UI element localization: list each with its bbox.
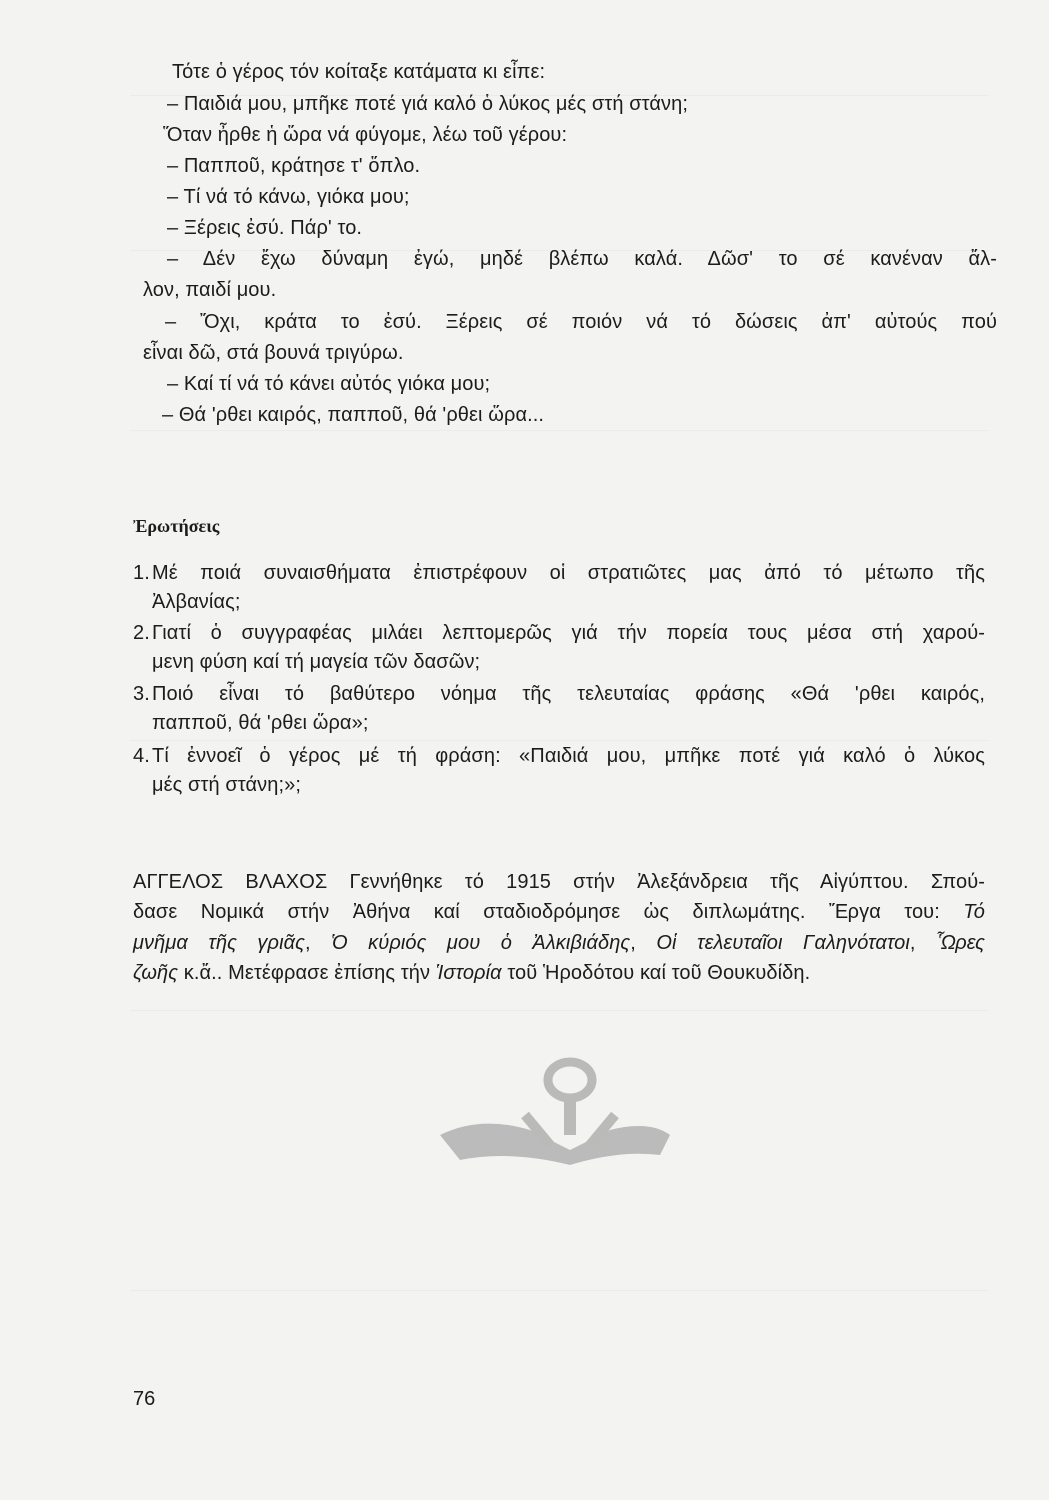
- bio-text: τοῦ Ἡροδότου καί τοῦ Θουκυδίδη.: [501, 962, 811, 984]
- dialogue-line: – Δέν ἔχω δύναμη ἐγώ, μηδέ βλέπω καλά. Δῶσ' το σέ κανέναν ἄλ-: [167, 248, 997, 270]
- dialogue-line: – Παιδιά μου, μπῆκε ποτέ γιά καλό ὁ λύκος μές στή στάνη;: [167, 93, 688, 115]
- dialogue-line: – Θά 'ρθει καιρός, παπποῦ, θά 'ρθει ὥρα...: [162, 404, 545, 426]
- bio-work-title: Ἱστορία: [435, 962, 502, 984]
- bio-work-title: Οἱ τελευταῖοι Γαληνότατοι: [656, 932, 910, 954]
- dialogue-line: – Παπποῦ, κράτησε τ' ὅπλο.: [167, 155, 421, 177]
- dialogue-line: – Καί τί νά τό κάνει αὐτός γιόκα μου;: [167, 373, 491, 395]
- page-number: 76: [133, 1388, 156, 1410]
- bio-text: κ.ἄ.. Μετέφρασε ἐπίσης τήν: [178, 962, 436, 984]
- question-number: 3.: [133, 683, 150, 705]
- dialogue-line: λον, παιδί μου.: [143, 279, 277, 301]
- question-text: Ἀλβανίας;: [152, 591, 241, 613]
- dialogue-line: – Ὄχι, κράτα το ἐσύ. Ξέρεις σέ ποιόν νά τό δώσεις ἀπ' αὐτούς πού: [165, 311, 997, 333]
- bio-work-title: ζωῆς: [133, 962, 179, 984]
- bio-text: ,: [909, 932, 936, 954]
- questions-heading: Ἐρωτήσεις: [133, 516, 220, 536]
- bio-work-title: μνῆμα τῆς γριᾶς: [133, 932, 305, 954]
- question-number: 1.: [133, 562, 150, 584]
- question-text: μές στή στάνη;»;: [152, 774, 302, 796]
- bio-text: δασε Νομικά στήν Ἀθήνα καί σταδιοδρόμησε ὡς διπλωμάτης. Ἔργα του:: [133, 901, 964, 923]
- bio-text: ,: [630, 932, 657, 954]
- bio-line: [133, 960, 810, 986]
- bio-line: ΑΓΓΕΛΟΣ ΒΛΑΧΟΣ Γεννήθηκε τό 1915 στήν Ἀλεξάνδρεια τῆς Αἰγύπτου. Σπού-: [133, 871, 985, 893]
- bio-work-title: Τό: [963, 901, 985, 923]
- bio-text: ,: [304, 932, 332, 954]
- dialogue-line: Ὅταν ἦρθε ἡ ὥρα νά φύγομε, λέω τοῦ γέρου:: [163, 124, 568, 146]
- question-text: Μέ ποιά συναισθήματα ἐπιστρέφουν οἱ στρατιῶτες μας ἀπό τό μέτωπο τῆς: [152, 562, 985, 584]
- question-text: παπποῦ, θά 'ρθει ὥρα»;: [152, 712, 369, 734]
- dialogue-line: – Τί νά τό κάνω, γιόκα μου;: [167, 186, 410, 208]
- question-number: 2.: [133, 622, 150, 644]
- bio-work-title: Ὁ κύριός μου ὁ Ἀλκιβιάδης: [331, 932, 631, 954]
- show-through-emblem-icon: [420, 1055, 680, 1175]
- question-text: Τί ἐννοεῖ ὁ γέρος μέ τή φράση: «Παιδιά μου, μπῆκε ποτέ γιά καλό ὁ λύκος: [152, 745, 985, 767]
- question-number: 4.: [133, 745, 150, 767]
- question-text: Γιατί ὁ συγγραφέας μιλάει λεπτομερῶς γιά τήν πορεία τους μέσα στή χαρού-: [152, 622, 985, 644]
- question-text: μενη φύση καί τή μαγεία τῶν δασῶν;: [152, 651, 481, 673]
- question-text: Ποιό εἶναι τό βαθύτερο νόημα τῆς τελευταίας φράσης «Θά 'ρθει καιρός,: [152, 683, 985, 705]
- dialogue-line: Τότε ὁ γέρος τόν κοίταξε κατάματα κι εἶπε:: [172, 61, 546, 83]
- bio-line: [133, 899, 985, 925]
- bio-work-title: Ὧρες: [936, 932, 985, 954]
- dialogue-line: – Ξέρεις ἐσύ. Πάρ' το.: [167, 217, 363, 239]
- dialogue-line: εἶναι δῶ, στά βουνά τριγύρω.: [143, 342, 404, 364]
- bio-line: [133, 930, 985, 956]
